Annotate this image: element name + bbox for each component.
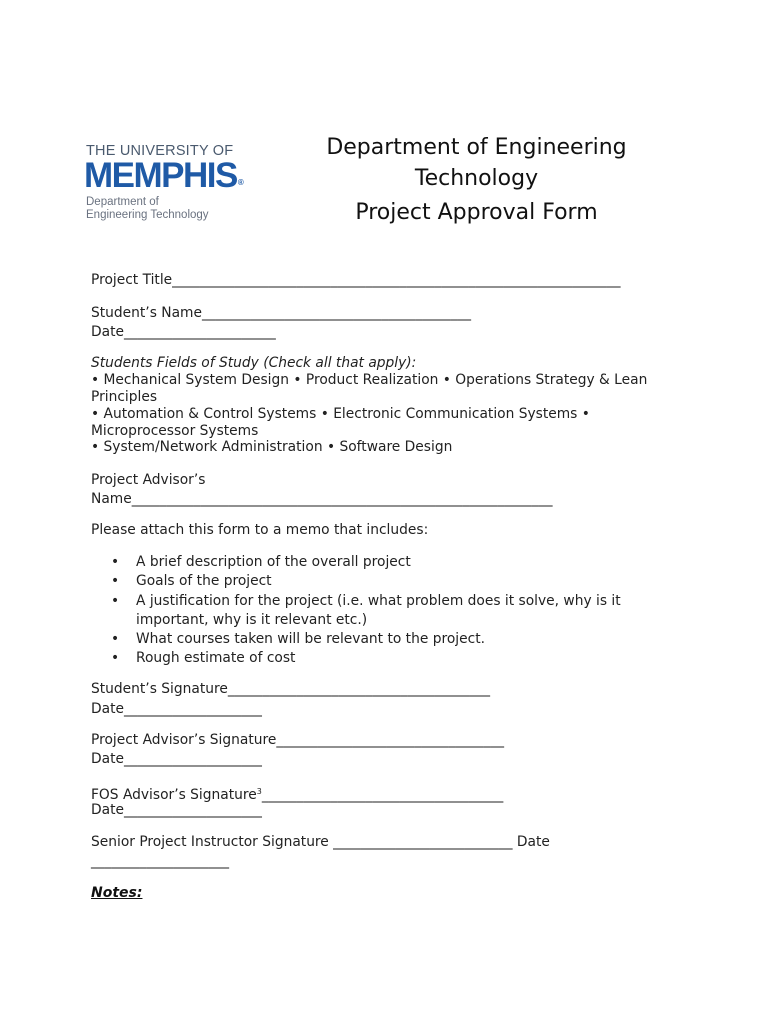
instructor-signature-field[interactable]: Senior Project Instructor Signature __________________________ Date bbox=[91, 834, 550, 850]
university-logo bbox=[86, 143, 261, 228]
bullet-icon: • bbox=[111, 554, 120, 570]
project-title-field[interactable]: Project Title_________________________________________________________________ bbox=[91, 272, 621, 288]
student-name-field[interactable]: Student’s Name_______________________________________ bbox=[91, 305, 472, 321]
bullet-icon: • bbox=[111, 592, 120, 609]
fos-signature-field[interactable]: FOS Advisor’s Signature$^3$___________________________________ bbox=[91, 787, 504, 803]
fields-of-study-line[interactable]: Microprocessor Systems bbox=[91, 423, 259, 439]
list-item: • What courses taken will be relevant to the project. bbox=[91, 630, 651, 649]
fields-of-study-line[interactable]: Principles bbox=[91, 389, 158, 405]
fields-of-study-line[interactable]: • System/Network Administration • Software Design bbox=[91, 439, 453, 455]
title-line-1: Department of Engineering bbox=[326, 135, 627, 160]
list-item: • Rough estimate of cost bbox=[91, 649, 651, 668]
logo-memphis: MEMPHIS® bbox=[84, 156, 244, 195]
student-signature-field[interactable]: Student’s Signature______________________________________ bbox=[91, 681, 490, 697]
list-item: • A brief description of the overall project bbox=[91, 553, 651, 572]
list-item: • A justification for the project (i.e. what problem does it solve, why is it bbox=[91, 592, 651, 611]
fields-of-study-line[interactable]: • Mechanical System Design • Product Realization • Operations Strategy & Lean bbox=[91, 372, 648, 388]
logo-university-of: THE UNIVERSITY OF bbox=[86, 143, 234, 159]
footnote-marker: 3 bbox=[256, 787, 262, 796]
bullet-icon: • bbox=[111, 573, 120, 590]
form-title: Project Approval Form bbox=[355, 200, 598, 225]
memo-intro: Please attach this form to a memo that includes: bbox=[91, 522, 429, 538]
title-line-2: Technology bbox=[414, 166, 539, 191]
bullet-icon: • bbox=[111, 631, 120, 648]
memo-bullet-list bbox=[91, 553, 651, 669]
notes-heading: Notes: bbox=[91, 885, 143, 901]
instructor-signature-date-field[interactable]: ____________________ bbox=[91, 853, 229, 869]
list-item: • Goals of the project bbox=[91, 572, 651, 591]
advisor-signature-date-field[interactable]: Date____________________ bbox=[91, 751, 262, 767]
fields-of-study-heading: Students Fields of Study (Check all that apply): bbox=[91, 355, 417, 371]
project-advisor-name-field[interactable]: Name_____________________________________________________________ bbox=[91, 491, 553, 507]
bullet-icon: • bbox=[111, 650, 120, 667]
date-field[interactable]: Date______________________ bbox=[91, 324, 276, 340]
page-title bbox=[300, 132, 653, 194]
advisor-signature-field[interactable]: Project Advisor’s Signature_________________________________ bbox=[91, 732, 505, 748]
fos-signature-date-field[interactable]: Date____________________ bbox=[91, 802, 262, 818]
list-item-continuation: important, why is it relevant etc.) bbox=[136, 611, 368, 628]
student-signature-date-field[interactable]: Date____________________ bbox=[91, 701, 262, 717]
logo-department: Department of Engineering Technology bbox=[86, 196, 209, 221]
registered-mark: ® bbox=[237, 178, 244, 187]
fields-of-study-line[interactable]: • Automation & Control Systems • Electronic Communication Systems • bbox=[91, 406, 590, 422]
project-advisor-label: Project Advisor’s bbox=[91, 472, 206, 488]
